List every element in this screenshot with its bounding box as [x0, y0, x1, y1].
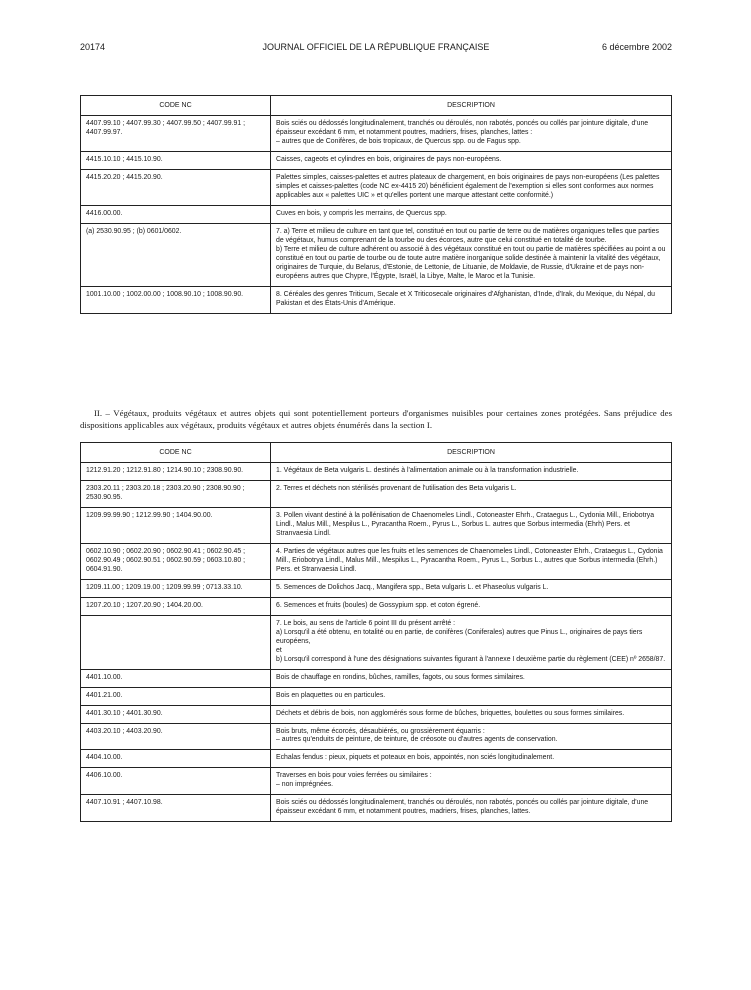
- table-row: [81, 481, 672, 508]
- nc-code-cell: 1212.91.20 ; 1212.91.80 ; 1214.90.10 ; 2308.90.90.: [81, 463, 271, 481]
- table-row: [81, 152, 672, 170]
- description-cell: [271, 116, 672, 152]
- description-line: 4. Parties de végétaux autres que les fruits et les semences de Chaenomeles Lindl., Cotoneaster Ehrh., Crataegus L., Cydonia Mill., Eriobotrya Lindl., Malus Mill., Mespilus L., Pyracantha Roem., Pyrus L., Sorbus L., autres que Sorbus intermedia (Ehrh.) Pers. et Stranvaesia Lindl.: [276, 547, 663, 573]
- description-line: 7. a) Terre et milieu de culture en tant que tel, constitué en tout ou partie de terre ou de matières organiques telles que parties de végétaux, humus comprenant de la tourbe ou des écorces, autre que celui constitué en totalité de tourbe.: [276, 227, 659, 244]
- description-line: b) Lorsqu'il correspond à l'une des désignations suivantes figurant à l'annexe I deuxième partie du règlement (CEE) nº 2658/87.: [276, 655, 666, 663]
- table-row: [81, 579, 672, 597]
- table-row: [81, 768, 672, 795]
- nc-code-cell: 2303.20.11 ; 2303.20.18 ; 2303.20.90 ; 2308.90.90 ; 2530.90.95.: [81, 481, 271, 508]
- description-line: – non imprégnées.: [276, 781, 334, 789]
- description-line: et: [276, 646, 282, 654]
- column-header-code: CODE NC: [81, 96, 271, 116]
- description-cell: [271, 687, 672, 705]
- description-line: 6. Semences et fruits (boules) de Gossypium spp. et coton égrené.: [276, 601, 481, 609]
- column-header-description: DESCRIPTION: [271, 443, 672, 463]
- description-cell: [271, 152, 672, 170]
- description-cell: [271, 669, 672, 687]
- nc-code-cell: 4401.10.00.: [81, 669, 271, 687]
- description-line: Déchets et débris de bois, non agglomérés sous forme de bûches, briquettes, boulettes ou sous formes similaires.: [276, 709, 625, 717]
- description-cell: [271, 481, 672, 508]
- description-line: Bois en plaquettes ou en particules.: [276, 691, 386, 699]
- table-row: [81, 463, 672, 481]
- description-line: Caisses, cageots et cylindres en bois, originaires de pays non-européens.: [276, 156, 502, 163]
- description-line: Echalas fendus : pieux, piquets et poteaux en bois, appointés, non sciés longitudinalement.: [276, 754, 555, 762]
- description-line: – autres qu'enduits de peinture, de teinture, de créosote ou d'autres agents de conservation.: [276, 736, 558, 744]
- table-row: [81, 116, 672, 152]
- table-row: [81, 723, 672, 750]
- description-line: 2. Terres et déchets non stérilisés provenant de l'utilisation des Beta vulgaris L.: [276, 485, 517, 493]
- description-line: Bois bruts, même écorcés, désaubiérés, ou grossièrement équarris :: [276, 727, 485, 735]
- description-line: – autres que de Conifères, de bois tropicaux, de Quercus spp. ou de Fagus spp.: [276, 138, 521, 146]
- table-header-row: [81, 443, 672, 463]
- nc-code-cell: [81, 615, 271, 669]
- column-header-description: DESCRIPTION: [271, 96, 672, 116]
- description-line: Bois sciés ou dédossés longitudinalement, tranchés ou déroulés, non rabotés, poncés ou collés par jointure digitale, d'une épaisseur excédant 6 mm, et notamment poutres, madriers, frises, planches, lattes.: [276, 799, 649, 816]
- table-row: [81, 286, 672, 313]
- description-line: Bois sciés ou dédossés longitudinalement, tranchés ou déroulés, non rabotés, poncés ou collés par jointure digitale, d'une épaisseur excédant 6 mm, et notamment poutres, madriers, frises, planches, lattes :: [276, 120, 649, 137]
- description-line: Bois de chauffage en rondins, bûches, ramilles, fagots, ou sous formes similaires.: [276, 673, 525, 681]
- nc-code-cell: 1209.11.00 ; 1209.19.00 ; 1209.99.99 ; 0713.33.10.: [81, 579, 271, 597]
- table-header-row: [81, 96, 672, 116]
- description-line: 1. Végétaux de Beta vulgaris L. destinés à l'alimentation animale ou à la transformation industrielle.: [276, 467, 579, 475]
- description-line: 8. Céréales des genres Triticum, Secale et X Triticosecale originaires d'Afghanistan, d'Inde, d'Irak, du Mexique, du Népal, du Pakistan et des États-Unis d'Amérique.: [276, 290, 655, 307]
- description-cell: [271, 463, 672, 481]
- plant-products-table-2: [80, 442, 672, 822]
- page-header: [80, 42, 672, 56]
- description-line: 7. Le bois, au sens de l'article 6 point III du présent arrêté :: [276, 619, 456, 627]
- table-row: [81, 795, 672, 822]
- nc-code-cell: 4404.10.00.: [81, 750, 271, 768]
- description-cell: [271, 205, 672, 223]
- section-ii-intro: [80, 407, 672, 432]
- nc-code-cell: 0602.10.90 ; 0602.20.90 ; 0602.90.41 ; 0602.90.45 ; 0602.90.49 ; 0602.90.51 ; 0602.90.59 ; 0603.10.80 ; 0604.91.90.: [81, 543, 271, 579]
- nc-code-cell: 4407.10.91 ; 4407.10.98.: [81, 795, 271, 822]
- description-cell: [271, 615, 672, 669]
- nc-code-cell: 4403.20.10 ; 4403.20.90.: [81, 723, 271, 750]
- description-cell: [271, 795, 672, 822]
- table-row: [81, 669, 672, 687]
- description-line: Cuves en bois, y compris les merrains, de Quercus spp.: [276, 209, 447, 217]
- table-row: [81, 750, 672, 768]
- description-line: Traverses en bois pour voies ferrées ou similaires :: [276, 772, 432, 780]
- description-cell: [271, 223, 672, 286]
- nc-code-cell: 1207.20.10 ; 1207.20.90 ; 1404.20.00.: [81, 597, 271, 615]
- table-row: [81, 615, 672, 669]
- table-row: [81, 705, 672, 723]
- section-ii-text: II. – Végétaux, produits végétaux et autres objets qui sont potentiellement porteurs d'organismes nuisibles pour certaines zones protégées. Sans préjudice des dispositions applicables aux végétaux, produits végétaux et autres objets énumérés dans la section I.: [80, 408, 672, 431]
- description-line: b) Terre et milieu de culture adhérent ou associé à des végétaux constitué en tout ou partie de matières spécifiées au point a ou constitué en tout ou partie de tourbe ou de toute autre matière inorganique solide destinée à maintenir la vitalité des végétaux, originaires de Turquie, du Belarus, d'Estonie, de Lettonie, de Lituanie, de Moldavie, de Russie, d'Ukraine et de pays non-européens autres que Chypre, l'Égypte, Israël, la Libye, Malte, le Maroc et la Tunisie.: [276, 245, 666, 280]
- nc-code-cell: 4401.21.00.: [81, 687, 271, 705]
- nc-code-cell: 4401.30.10 ; 4401.30.90.: [81, 705, 271, 723]
- column-header-code: CODE NC: [81, 443, 271, 463]
- description-cell: [271, 597, 672, 615]
- description-line: 5. Semences de Dolichos Jacq., Mangifera spp., Beta vulgaris L. et Phaseolus vulgaris L.: [276, 583, 549, 591]
- description-cell: [271, 768, 672, 795]
- nc-code-cell: 4415.10.10 ; 4415.10.90.: [81, 152, 271, 170]
- nc-code-cell: 1001.10.00 ; 1002.00.00 ; 1008.90.10 ; 1008.90.90.: [81, 286, 271, 313]
- description-cell: [271, 750, 672, 768]
- table-row: [81, 543, 672, 579]
- nc-code-cell: (a) 2530.90.95 ; (b) 0601/0602.: [81, 223, 271, 286]
- description-cell: [271, 169, 672, 205]
- description-cell: [271, 723, 672, 750]
- table-row: [81, 223, 672, 286]
- table-row: [81, 508, 672, 544]
- description-line: 3. Pollen vivant destiné à la pollénisation de Chaenomeles Lindl., Cotoneaster Ehrh., Crataegus L., Cydonia Mill., Eriobotrya Lindl., Malus Mill., Mespilus L., Pyracantha Roem., Pyrus L., Sorbus L. autres que Sorbus intermedia (Ehrh) Pers. et Stranvaesia Lindl.: [276, 512, 655, 537]
- plant-products-table-1: [80, 95, 672, 314]
- publication-date: 6 décembre 2002: [601, 42, 672, 52]
- table-row: [81, 687, 672, 705]
- description-cell: [271, 705, 672, 723]
- description-cell: [271, 543, 672, 579]
- nc-code-cell: 4407.99.10 ; 4407.99.30 ; 4407.99.50 ; 4407.99.91 ; 4407.99.97.: [81, 116, 271, 152]
- nc-code-cell: 4416.00.00.: [81, 205, 271, 223]
- page-number: 20174: [80, 42, 106, 52]
- description-cell: [271, 286, 672, 313]
- table-row: [81, 169, 672, 205]
- description-line: a) Lorsqu'il a été obtenu, en totalité ou en partie, de conifères (Coniferales) autres que Pinus L., originaires de pays tiers européens,: [276, 628, 643, 645]
- nc-code-cell: 4415.20.20 ; 4415.20.90.: [81, 169, 271, 205]
- journal-title: JOURNAL OFFICIEL DE LA RÉPUBLIQUE FRANÇAISE: [262, 42, 490, 52]
- table-row: [81, 205, 672, 223]
- description-cell: [271, 579, 672, 597]
- table-row: [81, 597, 672, 615]
- nc-code-cell: 1209.99.99.90 ; 1212.99.90 ; 1404.90.00.: [81, 508, 271, 544]
- description-line: Palettes simples, caisses-palettes et autres plateaux de chargement, en bois originaires de pays non-européens (Les palettes simples et caisses-palettes (code NC ex-4415 20) bénéficient également de l'exemption si elles sont conformes aux normes applicables aux « palettes UIC » et qu'elles portent une marque attestant cette conformité.): [276, 173, 660, 199]
- nc-code-cell: 4406.10.00.: [81, 768, 271, 795]
- description-cell: [271, 508, 672, 544]
